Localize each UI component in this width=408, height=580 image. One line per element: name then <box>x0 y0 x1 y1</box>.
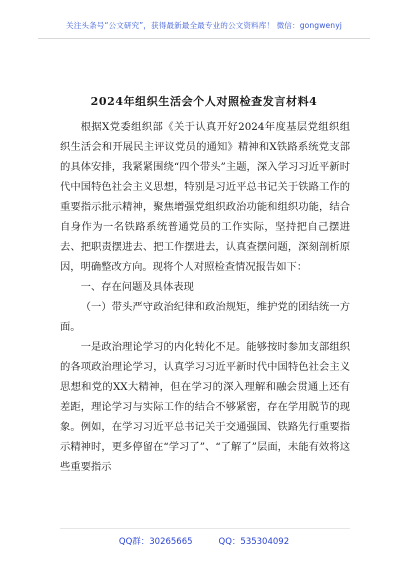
document-title: 2024年组织生活会个人对照检查发言材料4 <box>90 95 318 108</box>
document-body <box>60 117 350 477</box>
header-banner: 关注头条号“公文研究”，获得最新最全最专业的公文资料库！ 微信：gongwenyj <box>66 21 342 30</box>
footer-divider <box>60 528 350 529</box>
footer-qq-number: QQ：535304092 <box>218 537 290 547</box>
subsection-heading-political-discipline: （一）带头严守政治纪律和政治规矩，维护党的团结统一方面。 <box>60 301 350 333</box>
footer-qq-group: QQ群：30265665 <box>118 537 193 547</box>
section-heading-problems: 一、存在问题及具体表现 <box>80 281 194 293</box>
footer-contact <box>0 535 408 547</box>
paragraph-intro: 根据X党委组织部《关于认真开好2024年度基层党组织组织生活会和开展民主评议党员的通知》精神和X铁路系统党支部的具体安排，我紧紧围绕“四个带头”主题，深入学习习近平新时代中国特色社会主义思想，特别是习近平总书记关于铁路工作的重要指示批示精神，聚焦增强党组织政治功能和组织功能，结合自身作为一名铁路系统普通党员的工作实际，坚持把自己摆进去、把职责摆进去、把工作摆进去，认真查摆问题，深刻剖析原因，明确整改方向。现将个人对照检查情况报告如下： <box>60 121 350 273</box>
header-divider <box>38 38 370 39</box>
paragraph-theory-study: 一是政治理论学习的内化转化不足。能够按时参加支部组织的各项政治理论学习，认真学习习近平新时代中国特色社会主义思想和党的XX大精神，但在学习的深入理解和融会贯通上还有差距，理论学习与实际工作的结合不够紧密，存在学用脱节的现象。例如，在学习习近平总书记关于交通强国、铁路先行重要指示精神时，更多停留在“学习了”、“了解了”层面，未能有效将这些重要指示 <box>60 341 350 473</box>
